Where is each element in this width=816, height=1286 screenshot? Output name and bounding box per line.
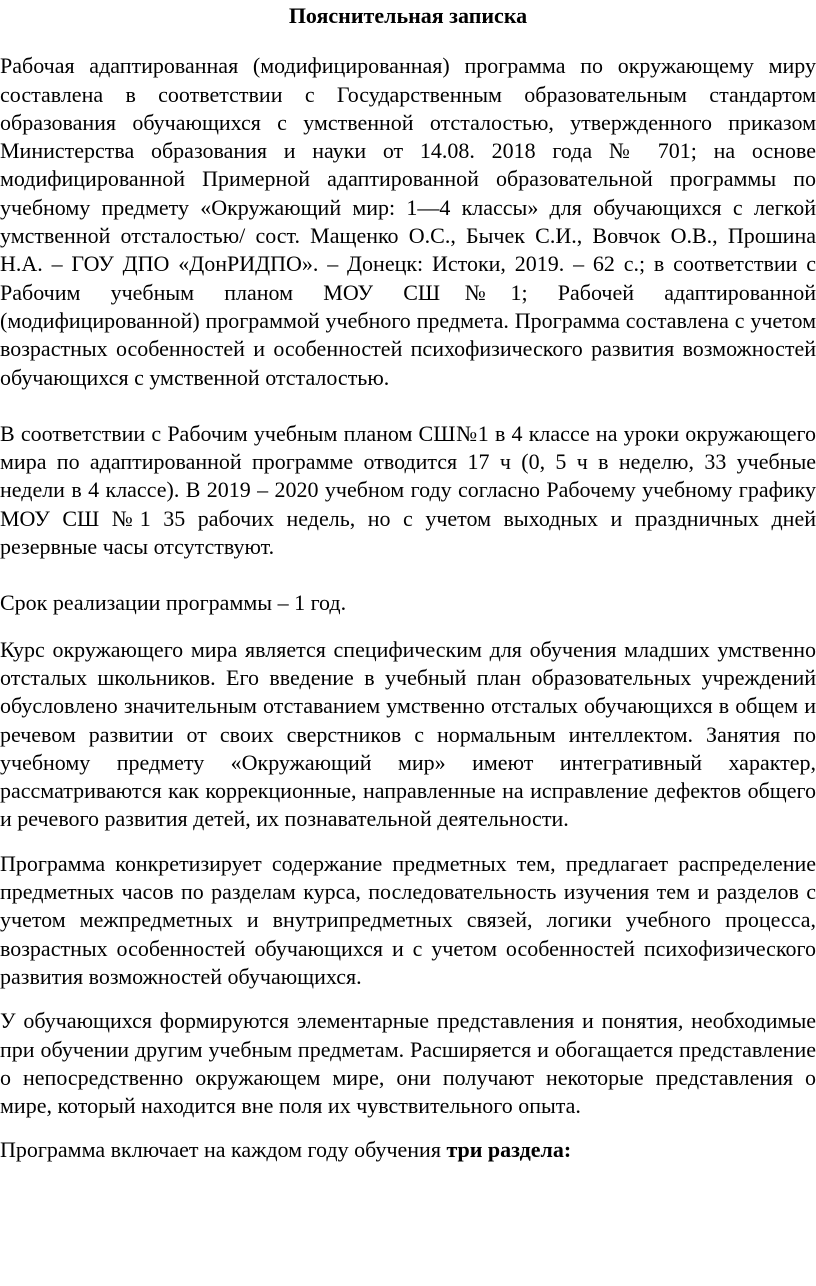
document-title: Пояснительная записка [288,3,528,28]
paragraph-program-content: Программа конкретизирует содержание предметных тем, предлагает распределение предметных часов по разделам курса, последовательность изучения тем и разделов с учетом межпредметных и внутрипредметных связей, логики учебного процесса, возрастных особенностей обучающихся и с учетом особенностей психофизического развития возможностей обучающихся. [0,850,816,989]
paragraph-program-basis: Рабочая адаптированная (модифицированная) программа по окружающему миру составлена в соответствии с Государственным образовательным стандартом образования обучающихся с умственной отсталостью, утвержденного приказом Министерства образования и науки от 14.08. 2018 года № 701; на основе модифицированной Примерной адаптированной образовательной программы по учебному предмету «Окружающий мир: 1—4 классы» для обучающихся с легкой умственной отсталостью/ сост. Мащенко О.С., Бычек С.И., Вовчок О.В., Прошина Н.А. – ГОУ ДПО «ДонРИДПО». – Донецк: Истоки, 2019. – 62 с.; в соответствии с Рабочим учебным планом МОУ СШ№1; Рабочей адаптированной (модифицированной) программой учебного предмета. Программа составлена с учетом возрастных особенностей и особенностей психофизического развития возможностей обучающихся с умственной отсталостью. [0,53,816,390]
paragraph-student-outcomes: У обучающихся формируются элементарные представления и понятия, необходимые при обучении другим учебным предметам. Расширяется и обогащается представление о непосредственно окружающем мире, они получают некоторые представления о мире, который находится вне поля их чувствительного опыта. [0,1008,816,1119]
sections-intro-bold: три раздела: [446,1137,572,1163]
paragraph-duration: Срок реализации программы – 1 год. [0,590,347,616]
paragraph-hours: В соответствии с Рабочим учебным планом СШ№1 в 4 классе на уроки окружающего мира по адаптированной программе отводится 17 ч (0, 5 ч в неделю, 33 учебные недели в 4 классе). В 2019 – 2020 учебном году согласно Рабочему учебному графику МОУ СШ №1 35 рабочих недель, но с учетом выходных и праздничных дней резервные часы отсутствуют. [0,420,816,560]
paragraph-sections-intro [0,1136,816,1164]
sections-intro-text: Программа включает на каждом году обучения [0,1137,447,1163]
paragraph-course-description: Курс окружающего мира является специфическим для обучения младших умственно отсталых школьников. Его введение в учебный план образовательных учреждений обусловлено значительным отставанием умственно отсталых обучающихся в общем и речевом развитии от своих сверстников с нормальным интеллектом. Занятия по учебному предмету «Окружающий мир» имеют интегративный характер, рассматриваются как коррекционные, направленные на исправление дефектов общего и речевого развития детей, их познавательной деятельности. [0,636,816,832]
